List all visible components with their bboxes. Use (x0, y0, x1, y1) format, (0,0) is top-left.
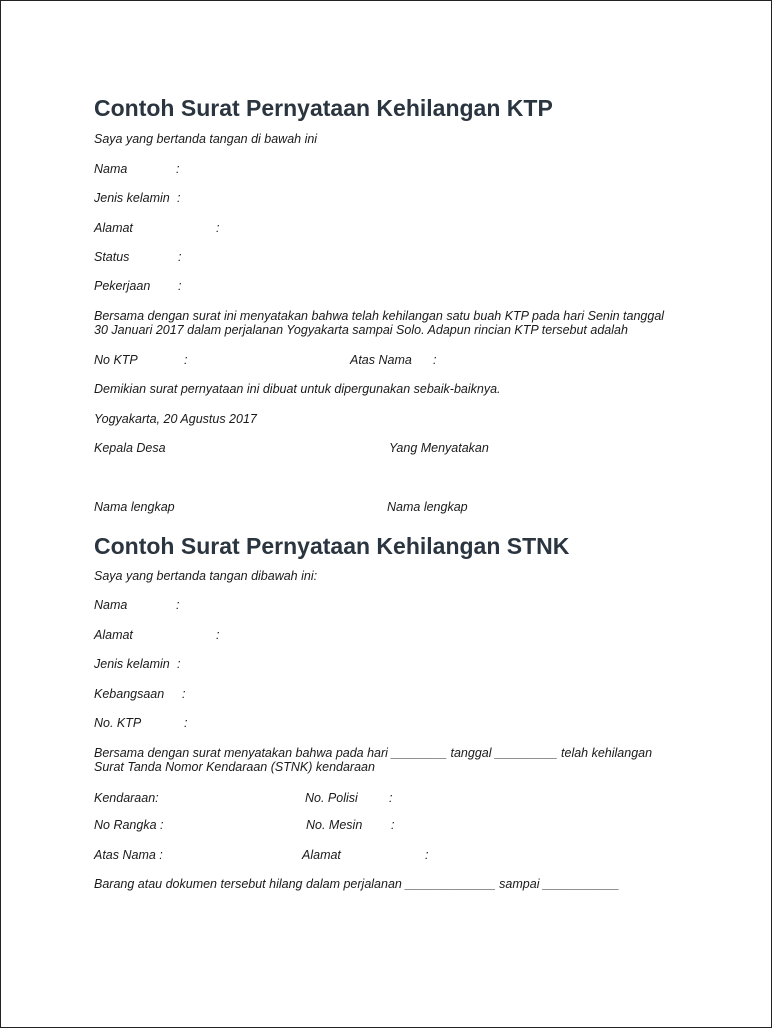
stnk-last-line: Barang atau dokumen tersebut hilang dalam perjalanan _____________ sampai ___________ (94, 877, 620, 891)
stnk-colon-no-mesin: : (391, 818, 395, 832)
stnk-field-jenis-kelamin: Jenis kelamin (94, 657, 170, 671)
stnk-no-rangka: No Rangka : (94, 818, 164, 832)
stnk-colon-nama: : (176, 598, 180, 612)
stnk-alamat-label: Alamat (302, 848, 341, 862)
ktp-colon-no-ktp: : (184, 353, 188, 367)
stnk-body-line-2: Surat Tanda Nomor Kendaraan (STNK) kendaraan (94, 760, 375, 774)
ktp-field-status: Status (94, 250, 130, 264)
stnk-field-nama: Nama (94, 598, 128, 612)
ktp-field-nama: Nama (94, 162, 128, 176)
stnk-field-kebangsaan: Kebangsaan (94, 687, 165, 701)
ktp-nama-lengkap-right: Nama lengkap (387, 500, 468, 514)
stnk-no-polisi: No. Polisi (305, 791, 358, 805)
stnk-atas-nama: Atas Nama : (94, 848, 163, 862)
stnk-colon-no-polisi: : (389, 791, 393, 805)
ktp-body-line-1: Bersama dengan surat ini menyatakan bahwa telah kehilangan satu buah KTP pada hari Senin tanggal (94, 309, 665, 323)
ktp-place-date: Yogyakarta, 20 Agustus 2017 (94, 412, 257, 426)
ktp-yang-menyatakan: Yang Menyatakan (389, 441, 489, 455)
stnk-body-line-1: Bersama dengan surat menyatakan bahwa pada hari ________ tanggal _________ telah kehilangan (94, 746, 653, 760)
stnk-field-no-ktp: No. KTP (94, 716, 142, 730)
ktp-colon-status: : (178, 250, 182, 264)
stnk-colon-jenis-kelamin: : (177, 657, 181, 671)
stnk-kendaraan: Kendaraan: (94, 791, 159, 805)
ktp-colon-atas-nama: : (433, 353, 437, 367)
stnk-colon-alamat2: : (425, 848, 429, 862)
ktp-colon-jenis-kelamin: : (177, 191, 181, 205)
ktp-atas-nama-label: Atas Nama (350, 353, 412, 367)
stnk-colon-alamat: : (216, 628, 220, 642)
ktp-closing: Demikian surat pernyataan ini dibuat untuk dipergunakan sebaik-baiknya. (94, 382, 501, 396)
ktp-intro: Saya yang bertanda tangan di bawah ini (94, 132, 318, 146)
ktp-no-ktp-label: No KTP (94, 353, 138, 367)
stnk-colon-no-ktp: : (184, 716, 188, 730)
stnk-title: Contoh Surat Pernyataan Kehilangan STNK (94, 533, 570, 559)
ktp-body-line-2: 30 Januari 2017 dalam perjalanan Yogyakarta sampai Solo. Adapun rincian KTP tersebut adalah (94, 323, 628, 337)
ktp-field-jenis-kelamin: Jenis kelamin (94, 191, 170, 205)
stnk-field-alamat: Alamat (94, 628, 133, 642)
ktp-colon-pekerjaan: : (178, 279, 182, 293)
ktp-colon-nama: : (176, 162, 180, 176)
ktp-nama-lengkap-left: Nama lengkap (94, 500, 175, 514)
ktp-title: Contoh Surat Pernyataan Kehilangan KTP (94, 95, 553, 121)
stnk-colon-kebangsaan: : (182, 687, 186, 701)
ktp-colon-alamat: : (216, 221, 220, 235)
stnk-no-mesin: No. Mesin (306, 818, 363, 832)
stnk-intro: Saya yang bertanda tangan dibawah ini: (94, 569, 318, 583)
ktp-field-alamat: Alamat (94, 221, 133, 235)
ktp-field-pekerjaan: Pekerjaan (94, 279, 151, 293)
ktp-kepala-desa: Kepala Desa (94, 441, 166, 455)
